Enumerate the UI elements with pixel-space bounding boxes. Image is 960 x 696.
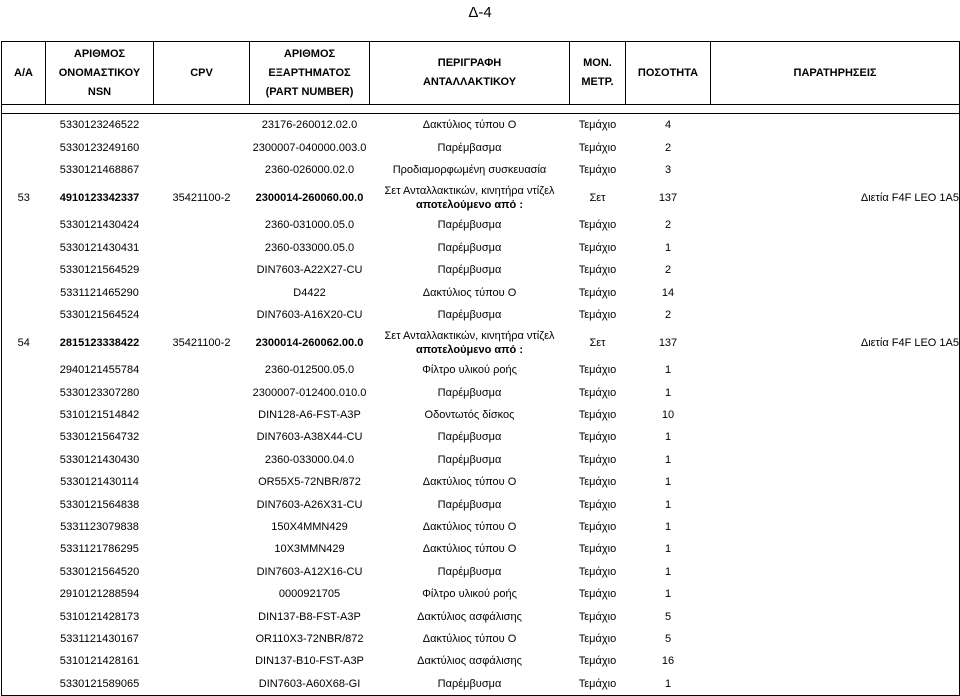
cell-remarks [711, 304, 960, 326]
cell-aa: 53 [2, 181, 46, 214]
cell-cpv [154, 382, 250, 404]
cell-unit: Τεμάχιο [578, 119, 617, 132]
cell-nsn: 2910121288594 [59, 588, 140, 601]
cell-desc: Οδοντωτός δίσκος [424, 409, 515, 422]
cell-remarks [711, 650, 960, 672]
cell-cpv [154, 673, 250, 696]
cell-nsn: 5310121514842 [59, 409, 140, 422]
cell-part: DIN128-A6-FST-A3P [258, 409, 361, 422]
cell-cpv [154, 605, 250, 627]
table-row [2, 538, 960, 560]
table-row [2, 449, 960, 471]
cell-cpv [154, 304, 250, 326]
cell-unit: Τεμάχιο [578, 264, 617, 277]
cell-unit: Τεμάχιο [578, 308, 617, 321]
cell-aa [2, 673, 46, 696]
main-item-row [2, 326, 960, 359]
cell-remarks [711, 583, 960, 605]
header-unit: ΜΟΝ. ΜΕΤΡ. [570, 42, 626, 105]
cell-part: 2360-031000.05.0 [264, 219, 355, 232]
cell-cpv [154, 538, 250, 560]
cell-qty: 16 [661, 655, 675, 668]
table-row [2, 382, 960, 404]
header-cpv: CPV [154, 42, 250, 105]
cell-part: DIN7603-A38X44-CU [256, 431, 363, 444]
header-description: ΠΕΡΙΓΡΑΦΗ ΑΝΤΑΛΛΑΚΤΙΚΟΥ [370, 42, 570, 105]
table-row [2, 114, 960, 137]
table-row [2, 259, 960, 281]
cell-qty: 2 [664, 219, 672, 232]
cell-aa [2, 449, 46, 471]
cell-desc: Παρέμβυσμα [437, 565, 502, 578]
cell-qty: 14 [661, 286, 675, 299]
cell-remarks [711, 237, 960, 259]
cell-unit: Τεμάχιο [578, 364, 617, 377]
cell-qty: 1 [664, 364, 672, 377]
cell-desc: Δακτύλιος ασφάλισης [417, 610, 522, 623]
cell-part: DIN7603-A22X27-CU [256, 264, 363, 277]
cell-cpv [154, 259, 250, 281]
cell-aa [2, 650, 46, 672]
cell-cpv [154, 426, 250, 448]
cell-qty: 2 [664, 308, 672, 321]
cell-desc: Παρέμβυσμα [437, 241, 502, 254]
cell-aa [2, 516, 46, 538]
cell-part: DIN7603-A16X20-CU [256, 308, 363, 321]
cell-unit: Τεμάχιο [578, 610, 617, 623]
table-row [2, 159, 960, 181]
main-item-row [2, 181, 960, 214]
cell-aa [2, 259, 46, 281]
cell-cpv: 35421100-2 [172, 336, 231, 349]
cell-remarks [711, 516, 960, 538]
cell-nsn: 5330123246522 [59, 119, 140, 132]
cell-qty: 1 [664, 543, 672, 556]
spare-parts-table [1, 41, 960, 696]
description-text: Σετ Ανταλλακτικών, κινητήρα ντίζελ [384, 184, 555, 197]
cell-part: OR110X3-72NBR/872 [255, 633, 364, 645]
cell-qty: 1 [664, 431, 672, 444]
cell-unit: Τεμάχιο [578, 476, 617, 489]
cell-part: 2360-033000.05.0 [264, 241, 355, 254]
cell-part: 0000921705 [278, 588, 341, 601]
table-row [2, 605, 960, 627]
cell-cpv [154, 471, 250, 493]
cell-nsn: 2940121455784 [59, 364, 140, 377]
cell-qty: 137 [658, 191, 678, 204]
cell-unit: Τεμάχιο [578, 163, 617, 176]
cell-aa [2, 561, 46, 583]
cell-cpv [154, 237, 250, 259]
description-text: Σετ Ανταλλακτικών, κινητήρα ντίζελ [384, 329, 555, 342]
table-row [2, 304, 960, 326]
cell-part: 2300014-260060.00.0 [255, 191, 364, 204]
cell-qty: 1 [664, 476, 672, 489]
cell-aa [2, 359, 46, 381]
cell-qty: 10 [661, 409, 675, 422]
cell-aa [2, 136, 46, 158]
cell-remarks [711, 214, 960, 236]
cell-desc: Παρέμβυσμα [437, 308, 502, 321]
cell-remarks [711, 605, 960, 627]
cell-cpv [154, 493, 250, 515]
table-row [2, 136, 960, 158]
cell-nsn: 4910123342337 [59, 191, 140, 204]
table-row [2, 359, 960, 381]
cell-unit: Τεμάχιο [578, 633, 617, 645]
cell-nsn: 5330121430114 [60, 476, 139, 489]
cell-qty: 4 [664, 119, 672, 132]
cell-aa [2, 304, 46, 326]
cell-nsn: 5330121468867 [59, 163, 140, 176]
cell-desc: Παρέμβυσμα [437, 219, 502, 232]
cell-qty: 1 [664, 386, 672, 399]
cell-unit: Τεμάχιο [578, 521, 617, 534]
cell-nsn: 5330121430424 [59, 219, 140, 232]
cell-remarks [711, 281, 960, 303]
table-row [2, 404, 960, 426]
cell-remarks: Διετία F4F LEO 1A5 [711, 326, 960, 359]
table-body [2, 105, 960, 696]
table-row [2, 471, 960, 493]
cell-nsn: 5331121786295 [60, 543, 139, 556]
cell-cpv [154, 583, 250, 605]
cell-aa [2, 538, 46, 560]
table-row [2, 237, 960, 259]
cell-unit: Τεμάχιο [578, 498, 617, 511]
cell-unit: Τεμάχιο [578, 565, 617, 578]
cell-desc: Παρέμβυσμα [370, 673, 570, 696]
cell-part: 2360-026000.02.0 [264, 163, 355, 176]
cell-part: DIN137-B8-FST-A3P [258, 610, 361, 623]
table-row [2, 214, 960, 236]
cell-cpv [154, 359, 250, 381]
cell-unit: Τεμάχιο [578, 543, 617, 556]
cell-nsn: 5330121564524 [59, 308, 140, 321]
cell-desc: Φίλτρο υλικού ροής [422, 588, 517, 601]
cell-aa [2, 214, 46, 236]
cell-cpv [154, 136, 250, 158]
cell-remarks [711, 471, 960, 493]
table-row [2, 583, 960, 605]
cell-unit: Τεμάχιο [570, 673, 626, 696]
cell-aa [2, 404, 46, 426]
cell-nsn: 5330121589065 [46, 673, 154, 696]
cell-cpv [154, 281, 250, 303]
cell-part: 2300014-260062.00.0 [255, 336, 364, 349]
table-row [2, 650, 960, 672]
cell-desc: Προδιαμορφωμένη συσκευασία [392, 163, 547, 176]
cell-desc: Παρέμβασμα [437, 141, 502, 154]
cell-cpv [154, 561, 250, 583]
header-quantity: ΠΟΣΟΤΗΤΑ [626, 42, 711, 105]
cell-remarks [711, 259, 960, 281]
cell-remarks [711, 114, 960, 137]
cell-qty: 1 [664, 241, 672, 254]
table-row [2, 493, 960, 515]
cell-desc: Δακτύλιος τύπου Ο [422, 521, 517, 534]
cell-remarks [711, 673, 960, 696]
header-remarks: ΠΑΡΑΤΗΡΗΣΕΙΣ [711, 42, 960, 105]
cell-qty: 3 [664, 163, 672, 176]
cell-nsn: 5330121564838 [59, 498, 140, 511]
header-nsn: ΑΡΙΘΜΟΣ ΟΝΟΜΑΣΤΙΚΟΥ NSN [46, 42, 154, 105]
cell-qty: 1 [664, 498, 672, 511]
cell-nsn: 2815123338422 [59, 336, 140, 349]
cell-qty: 5 [664, 633, 672, 645]
cell-remarks [711, 404, 960, 426]
cell-nsn: 5331123079838 [60, 521, 139, 534]
cell-remarks [711, 136, 960, 158]
cell-remarks [711, 561, 960, 583]
cell-nsn: 5330121564520 [59, 565, 140, 578]
cell-desc: Φίλτρο υλικού ροής [422, 364, 517, 377]
cell-qty: 2 [664, 264, 672, 277]
cell-cpv [154, 404, 250, 426]
cell-qty: 1 [664, 521, 672, 534]
cell-qty: 137 [658, 336, 678, 349]
cell-remarks [711, 382, 960, 404]
cell-aa [2, 159, 46, 181]
cell-unit: Σετ [589, 336, 606, 349]
cell-unit: Τεμάχιο [578, 453, 617, 466]
cell-nsn: 5330121430430 [59, 453, 140, 466]
cell-cpv [154, 214, 250, 236]
cell-cpv [154, 114, 250, 137]
cell-aa [2, 281, 46, 303]
cell-desc: Δακτύλιος ασφάλισης [417, 655, 522, 668]
cell-unit: Τεμάχιο [578, 386, 617, 399]
table-row [2, 673, 960, 696]
cell-aa [2, 114, 46, 137]
cell-cpv [154, 650, 250, 672]
cell-part: 10X3MMN429 [274, 543, 345, 556]
cell-unit: Τεμάχιο [578, 219, 617, 232]
cell-unit: Τεμάχιο [578, 141, 617, 154]
cell-part: 23176-260012.02.0 [261, 119, 358, 132]
cell-desc: Δακτύλιος τύπου Ο [422, 633, 517, 645]
cell-nsn: 5330121564732 [59, 431, 140, 444]
cell-remarks [711, 628, 960, 650]
cell-aa [2, 628, 46, 650]
cell-unit: Τεμάχιο [578, 286, 617, 299]
cell-desc: Παρέμβυσμα [437, 264, 502, 277]
page-label: Δ-4 [468, 4, 492, 21]
cell-unit: Σετ [589, 191, 606, 204]
table-row [2, 281, 960, 303]
cell-part: DIN7603-A60X68-GI [250, 673, 370, 696]
cell-part: 2300007-040000.003.0 [252, 141, 367, 154]
cell-nsn: 5330121430431 [59, 241, 140, 254]
cell-qty: 1 [664, 565, 672, 578]
cell-cpv [154, 449, 250, 471]
cell-desc: Παρέμβυσμα [437, 386, 502, 399]
cell-part: 2360-012500.05.0 [264, 364, 355, 377]
cell-desc: Δακτύλιος τύπου Ο [422, 119, 517, 132]
cell-part: DIN7603-A26X31-CU [256, 498, 363, 511]
header-spacer [2, 105, 960, 114]
cell-nsn: 5330123307280 [59, 386, 140, 399]
cell-aa: 54 [2, 326, 46, 359]
cell-desc [370, 326, 570, 359]
cell-desc: Παρέμβυσμα [437, 431, 502, 444]
cell-part: DIN7603-A12X16-CU [256, 565, 363, 578]
table-row [2, 426, 960, 448]
cell-unit: Τεμάχιο [578, 431, 617, 444]
cell-cpv [154, 159, 250, 181]
cell-remarks: Διετία F4F LEO 1A5 [711, 181, 960, 214]
cell-qty: 1 [664, 453, 672, 466]
cell-desc: Δακτύλιος τύπου Ο [422, 286, 517, 299]
header-aa: Α/Α [2, 42, 46, 105]
cell-desc: Δακτύλιος τύπου Ο [422, 476, 517, 489]
cell-desc: Παρέμβυσμα [437, 498, 502, 511]
cell-cpv: 35421100-2 [172, 191, 231, 204]
cell-cpv [154, 628, 250, 650]
cell-desc: Δακτύλιος τύπου Ο [422, 543, 517, 556]
cell-qty: 5 [664, 610, 672, 623]
table-row [2, 628, 960, 650]
cell-part: 2300007-012400.010.0 [252, 386, 367, 399]
cell-remarks [711, 449, 960, 471]
cell-remarks [711, 538, 960, 560]
cell-part: DIN137-B10-FST-A3P [255, 655, 364, 668]
cell-aa [2, 426, 46, 448]
cell-unit: Τεμάχιο [578, 241, 617, 254]
cell-aa [2, 493, 46, 515]
cell-remarks [711, 493, 960, 515]
cell-cpv [154, 516, 250, 538]
cell-nsn: 5331121430167 [60, 633, 139, 645]
table-row [2, 561, 960, 583]
cell-remarks [711, 359, 960, 381]
cell-nsn: 5331121465290 [60, 286, 139, 299]
cell-aa [2, 605, 46, 627]
cell-aa [2, 237, 46, 259]
cell-part: 2360-033000.04.0 [264, 453, 355, 466]
cell-nsn: 5310121428173 [59, 610, 140, 623]
cell-remarks [711, 426, 960, 448]
header-part-number: ΑΡΙΘΜΟΣ ΕΞΑΡΤΗΜΑΤΟΣ (PART NUMBER) [250, 42, 370, 105]
cell-part: 150X4MMN429 [271, 521, 348, 534]
cell-nsn: 5310121428161 [59, 655, 140, 668]
cell-aa [2, 583, 46, 605]
description-emphasis: αποτελούμενο από : [416, 198, 523, 211]
description-emphasis: αποτελούμενο από : [416, 343, 523, 356]
cell-qty: 2 [664, 141, 672, 154]
cell-desc: Παρέμβυσμα [437, 453, 502, 466]
cell-remarks [711, 159, 960, 181]
cell-aa [2, 382, 46, 404]
cell-qty: 1 [626, 673, 711, 696]
cell-aa [2, 471, 46, 493]
cell-part: OR55X5-72NBR/872 [258, 476, 361, 489]
cell-unit: Τεμάχιο [578, 588, 617, 601]
cell-unit: Τεμάχιο [578, 409, 617, 422]
cell-nsn: 5330121564529 [59, 264, 140, 277]
cell-part: D4422 [293, 286, 326, 299]
table-header [2, 42, 960, 105]
cell-qty: 1 [664, 588, 672, 601]
cell-desc [370, 181, 570, 214]
table-row [2, 516, 960, 538]
cell-unit: Τεμάχιο [578, 655, 617, 668]
cell-nsn: 5330123249160 [59, 141, 140, 154]
